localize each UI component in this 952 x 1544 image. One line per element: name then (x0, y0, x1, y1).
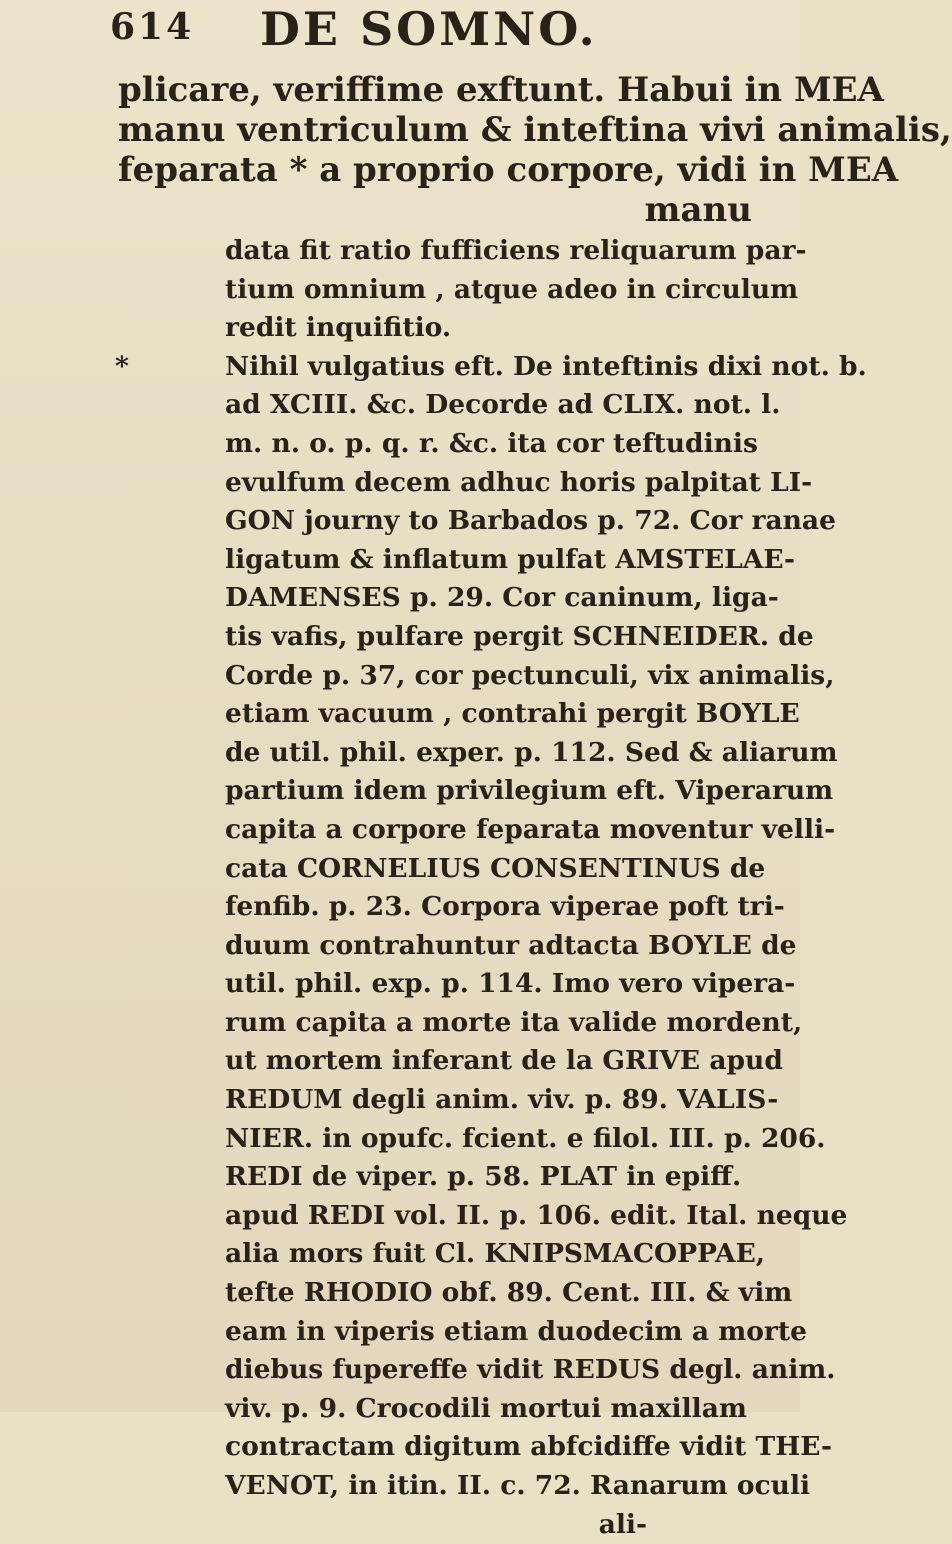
text-line: feparata * a proprio corpore, vidi in MEA (118, 150, 899, 190)
page-header (110, 0, 710, 60)
continuation-line: data fit ratio fufficiens reliquarum par- (225, 235, 807, 266)
footnote-line: etiam vacuum , contrahi pergit BOYLE (225, 698, 800, 730)
footnote-line: REDUM degli anim. viv. p. 89. VALIS- (225, 1084, 779, 1116)
text-line: plicare, veriffime exftunt. Habui in MEA (118, 70, 884, 110)
footnote-line: viv. p. 9. Crocodili mortui maxillam (225, 1392, 747, 1424)
catchword: ali- (598, 1508, 647, 1540)
footnote-line: rum capita a morte ita valide mordent, (225, 1006, 803, 1038)
footnote-line: fenfib. p. 23. Corpora viperae poft tri- (225, 891, 785, 923)
footnote-line: Corde p. 37, cor pectunculi, vix animalis, (225, 659, 835, 691)
footnote-line: util. phil. exp. p. 114. Imo vero vipera- (225, 968, 796, 1000)
footnote-block (115, 232, 867, 1544)
footnote-line: eam in viperis etiam duodecim a morte (225, 1315, 807, 1347)
main-text-block (118, 70, 952, 230)
footnote-line: alia mors fuit Cl. KNIPSMACOPPAE, (225, 1238, 766, 1270)
footnote-line: de util. phil. exper. p. 112. Sed & aliarum (225, 736, 838, 768)
footnote-line: cata CORNELIUS CONSENTINUS de (225, 852, 766, 884)
footnote-line: partium idem privilegium eft. Viperarum (225, 775, 834, 807)
catchword: manu (644, 190, 752, 230)
footnote-line: ad XCIII. &c. Decorde ad CLIX. not. l. (225, 389, 781, 421)
page-number: 614 (110, 6, 195, 48)
footnote-line: duum contrahuntur adtacta BOYLE de (225, 929, 797, 961)
footnote-line: diebus fupereffe vidit REDUS degl. anim. (225, 1354, 836, 1386)
footnote-line (115, 348, 867, 387)
footnote-line: evulfum decem adhuc horis palpitat LI- (225, 466, 813, 498)
footnote-marker: * (115, 350, 129, 382)
footnote-line: ligatum & inflatum pulfat AMSTELAE- (225, 543, 796, 575)
footnote-line: apud REDI vol. II. p. 106. edit. Ital. neque (225, 1199, 848, 1231)
footnote-line: ut mortem inferant de la GRIVE apud (225, 1045, 783, 1077)
running-title: DE SOMNO. (260, 2, 598, 56)
footnote-line: DAMENSES p. 29. Cor caninum, liga- (225, 582, 779, 614)
footnote-line: m. n. o. p. q. r. &c. ita cor teftudinis (225, 427, 758, 459)
continuation-line: redit inquifitio. (225, 312, 452, 344)
footnote-line: capita a corpore feparata moventur velli- (225, 813, 836, 845)
footnote-line: GON journy to Barbados p. 72. Cor ranae (225, 505, 836, 537)
footnote-line: tefte RHODIO obf. 89. Cent. III. & vim (225, 1277, 793, 1309)
continuation-line: tium omnium , atque adeo in circulum (225, 273, 799, 305)
footnote-text: Nihil vulgatius eft. De inteftinis dixi not. b. (225, 350, 867, 382)
footnote-line: contractam digitum abfcidiffe vidit THE- (225, 1431, 832, 1463)
footnote-line: REDI de viper. p. 58. PLAT in epiff. (225, 1161, 742, 1193)
footnote-line: tis vafis, pulfare pergit SCHNEIDER. de (225, 620, 814, 652)
footnote-line: VENOT, in itin. II. c. 72. Ranarum oculi (225, 1470, 811, 1501)
footnote-line: NIER. in opufc. fcient. e filol. III. p. 206. (225, 1122, 826, 1154)
text-line: manu ventriculum & inteftina vivi animalis, (118, 110, 952, 150)
